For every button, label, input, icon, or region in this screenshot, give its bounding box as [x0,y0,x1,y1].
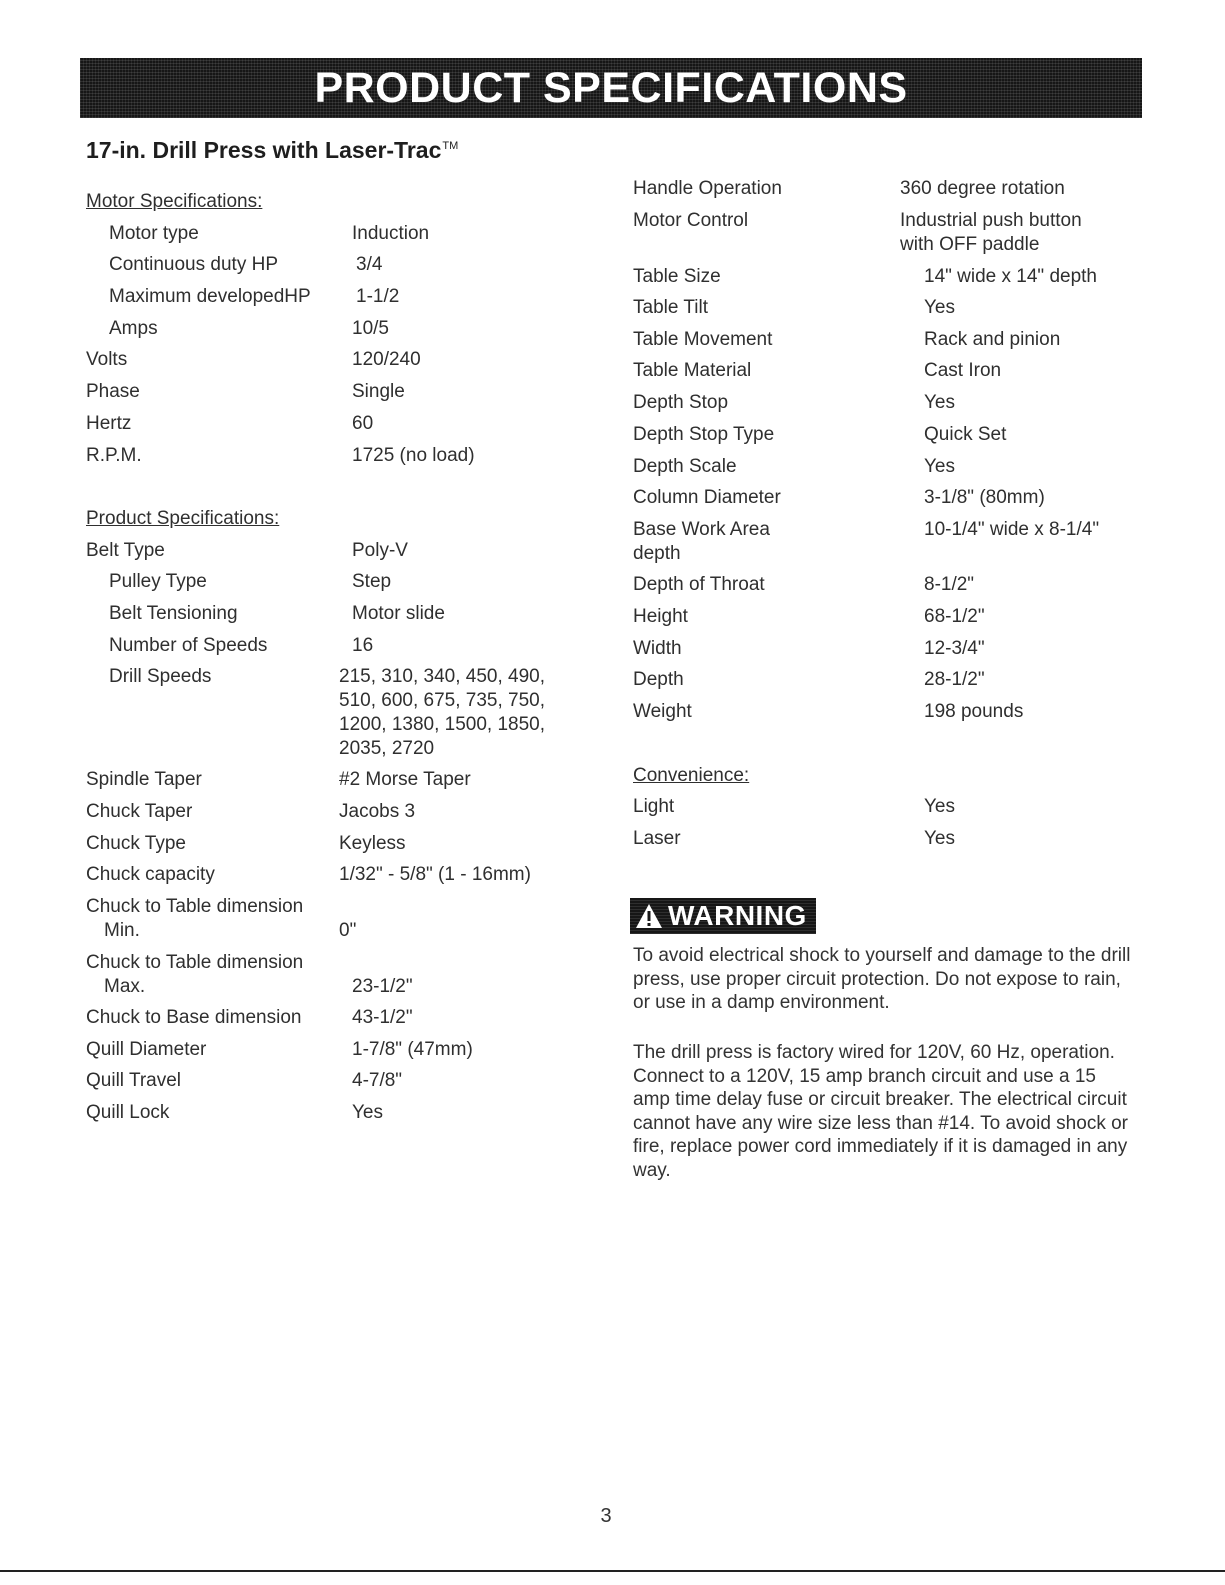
spec-value: 60 [352,413,374,434]
spec-label-cont: depth [633,543,681,564]
spec-value-cont: with OFF paddle [900,234,1040,255]
spec-label: Quill Travel [86,1070,182,1091]
spec-value: Jacobs 3 [339,801,416,822]
spec-label: Depth Stop [633,392,729,413]
spec-value: 215, 310, 340, 450, 490, [339,666,546,687]
warning-badge [630,898,816,934]
spec-label: Column Diameter [633,487,781,508]
spec-label: Width [633,638,682,659]
banner-title: PRODUCT SPECIFICATIONS [314,63,908,112]
spec-label: Table Tilt [633,297,708,318]
spec-value: 23-1/2" [352,976,413,997]
warning-paragraph-1: To avoid electrical shock to yourself and damage to the drill press, use proper circuit protection. Do not expose to rain, or use in a damp environment. [633,945,1131,1013]
spec-value: Yes [352,1102,383,1123]
spec-value: Step [352,571,392,592]
spec-value: Yes [924,456,955,477]
spec-label: Depth of Throat [633,574,765,595]
spec-label: Pulley Type [109,571,207,592]
spec-value: Rack and pinion [924,329,1061,350]
product-specs-heading: Product Specifications: [86,508,280,529]
spec-value: 10/5 [352,318,389,339]
product-title [86,137,458,164]
convenience-heading: Convenience: [633,765,750,786]
spec-value: Yes [924,828,955,849]
spec-value: Yes [924,392,955,413]
motor-specs-heading: Motor Specifications: [86,191,263,212]
spec-label: Chuck Taper [86,801,193,822]
spec-label: Light [633,796,675,817]
spec-label: Amps [109,318,158,339]
spec-label: Height [633,606,688,627]
spec-label: Belt Type [86,540,165,561]
spec-value: 4-7/8" [352,1070,403,1091]
spec-label: Phase [86,381,140,402]
spec-label: Belt Tensioning [109,603,238,624]
spec-value: Industrial push button [900,210,1082,231]
section-banner [80,58,1142,118]
spec-value: 360 degree rotation [900,178,1065,199]
spec-label: R.P.M. [86,445,142,466]
page-number: 3 [600,1505,612,1527]
spec-value: Keyless [339,833,406,854]
spec-value: Yes [924,297,955,318]
spec-value: Yes [924,796,955,817]
spec-label: Base Work Area [633,519,770,540]
spec-value: 10-1/4" wide x 8-1/4" [924,519,1100,540]
spec-value: 28-1/2" [924,669,985,690]
spec-value: Induction [352,223,430,244]
spec-label: Depth Stop Type [633,424,775,445]
spec-label: Weight [633,701,692,722]
warning-triangle-icon [634,902,664,930]
warning-label: WARNING [668,900,807,931]
spec-label: Number of Speeds [109,635,268,656]
spec-label: Continuous duty HP [109,254,278,275]
spec-value: 1-1/2 [356,286,400,307]
bottom-divider [0,1570,1225,1572]
spec-label: Volts [86,349,128,370]
spec-label: Laser [633,828,681,849]
spec-value: Quick Set [924,424,1007,445]
spec-label: Table Material [633,360,752,381]
spec-value: 43-1/2" [352,1007,413,1028]
spec-value: 3/4 [356,254,383,275]
product-title-text: 17-in. Drill Press with Laser-Trac [86,137,442,163]
spec-label: Chuck to Table dimension [86,952,304,973]
spec-label: Chuck to Base dimension [86,1007,302,1028]
spec-label: Hertz [86,413,132,434]
spec-label: Maximum developedHP [109,286,311,307]
spec-value: 16 [352,635,374,656]
spec-label: Quill Lock [86,1102,170,1123]
spec-value: 1-7/8" (47mm) [352,1039,473,1060]
warning-paragraph-2: The drill press is factory wired for 120V, 60 Hz, operation. Connect to a 120V, 15 amp branch circuit and use a 15 amp time delay fuse or circuit breaker. The electrical circuit cannot have any wire size less than #14. To avoid shock or fire, replace power cord immediately if it is damaged in any way. [633,1042,1128,1181]
spec-value: Poly-V [352,540,408,561]
spec-value: 120/240 [352,349,421,370]
spec-label: Spindle Taper [86,769,202,790]
spec-label: Chuck capacity [86,864,215,885]
spec-value: 68-1/2" [924,606,985,627]
spec-value-cont: 1200, 1380, 1500, 1850, [339,714,546,735]
spec-label: Motor type [109,223,199,244]
spec-value: 0" [339,920,357,941]
spec-label: Quill Diameter [86,1039,207,1060]
spec-label: Chuck Type [86,833,186,854]
spec-label: Handle Operation [633,178,782,199]
spec-value: Motor slide [352,603,445,624]
spec-value-cont: 2035, 2720 [339,738,435,759]
spec-value: Cast Iron [924,360,1002,381]
spec-label: Depth Scale [633,456,737,477]
spec-label: Depth [633,669,684,690]
spec-value-cont: 510, 600, 675, 735, 750, [339,690,546,711]
spec-value: 3-1/8" (80mm) [924,487,1045,508]
trademark-mark: TM [442,140,459,153]
spec-label: Motor Control [633,210,749,231]
spec-value: 1/32" - 5/8" (1 - 16mm) [339,864,531,885]
spec-label: Table Movement [633,329,773,350]
spec-label-cont: Min. [104,920,140,941]
spec-value: 8-1/2" [924,574,975,595]
spec-value: 1725 (no load) [352,445,475,466]
spec-value: 12-3/4" [924,638,985,659]
spec-value: 198 pounds [924,701,1024,722]
spec-value: #2 Morse Taper [339,769,471,790]
spec-label: Table Size [633,266,721,287]
spec-label: Chuck to Table dimension [86,896,304,917]
spec-label-cont: Max. [104,976,146,997]
spec-label: Drill Speeds [109,666,212,687]
spec-value: 14" wide x 14" depth [924,266,1097,287]
spec-value: Single [352,381,405,402]
